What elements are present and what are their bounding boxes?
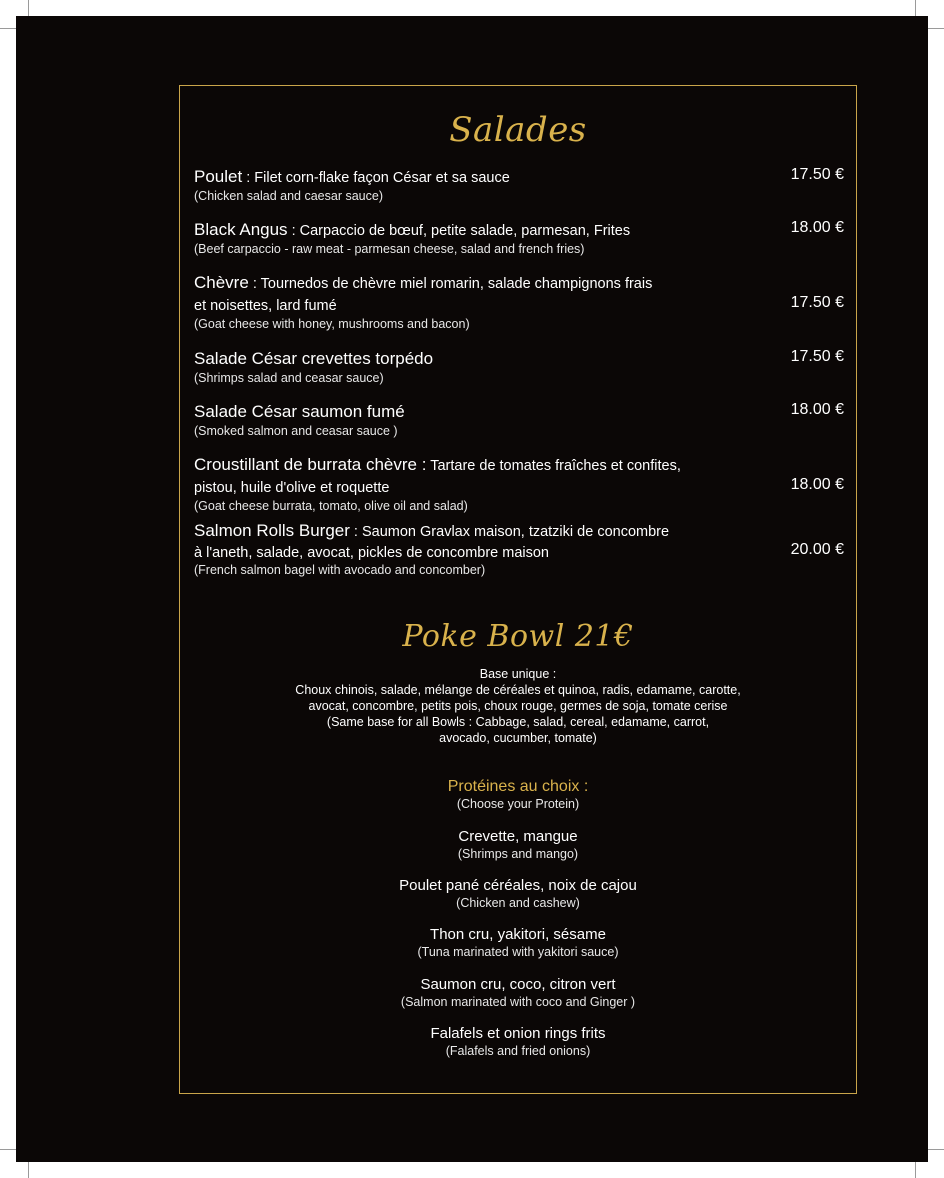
item-price: 18.00 € — [790, 219, 844, 236]
item-name: Salade César saumon fumé — [194, 402, 405, 421]
item-price: 17.50 € — [790, 166, 844, 183]
item-name: Chèvre — [194, 273, 249, 292]
item-name: Salade César crevettes torpédo — [194, 349, 434, 368]
item-price: 17.50 € — [790, 294, 844, 311]
item-translation: (Chicken salad and caesar sauce) — [194, 189, 383, 203]
menu-item — [194, 272, 844, 332]
protein-name: Falafels et onion rings frits — [430, 1025, 606, 1042]
item-description: : Carpaccio de bœuf, petite salade, parmesan, Frites — [287, 223, 631, 239]
poke-bowl-title: Poke Bowl 21€ — [402, 619, 634, 654]
menu-item — [194, 520, 844, 578]
protein-option — [180, 828, 856, 862]
protein-option — [180, 976, 856, 1010]
item-description: : Saumon Gravlax maison, tzatziki de concombre — [349, 524, 670, 540]
menu-frame — [179, 85, 857, 1094]
menu-item — [194, 348, 844, 386]
crop-mark — [928, 28, 944, 29]
base-line: avocat, concombre, petits pois, choux rouge, germes de soja, tomate cerise — [308, 699, 728, 713]
menu-item — [194, 166, 844, 204]
base-line: Choux chinois, salade, mélange de céréales et quinoa, radis, edamame, carotte, — [295, 683, 741, 697]
item-name: Croustillant de burrata chèvre : — [194, 455, 427, 474]
menu-item — [194, 219, 844, 257]
item-translation: (Shrimps salad and ceasar sauce) — [194, 371, 384, 385]
item-price: 18.00 € — [790, 401, 844, 418]
protein-translation: (Chicken and cashew) — [456, 896, 580, 910]
proteins-subtitle: (Choose your Protein) — [456, 797, 580, 811]
base-line: Base unique : — [479, 667, 557, 681]
protein-translation: (Falafels and fried onions) — [445, 1044, 591, 1058]
crop-mark — [0, 1149, 16, 1150]
protein-translation: (Shrimps and mango) — [457, 847, 579, 861]
crop-mark — [0, 28, 16, 29]
item-description: : Filet corn-flake façon César et sa sauce — [242, 170, 510, 186]
crop-mark — [28, 0, 29, 16]
item-name: Black Angus — [194, 220, 288, 239]
protein-option — [180, 926, 856, 960]
item-name: Salmon Rolls Burger — [194, 521, 350, 540]
crop-mark — [915, 1162, 916, 1178]
protein-name: Saumon cru, coco, citron vert — [420, 976, 616, 993]
protein-option — [180, 877, 856, 911]
item-translation: (Goat cheese with honey, mushrooms and bacon) — [194, 317, 470, 331]
item-price: 20.00 € — [790, 541, 844, 558]
poke-base-description — [180, 666, 856, 746]
item-description-cont: à l'aneth, salade, avocat, pickles de concombre maison — [194, 545, 549, 561]
item-description: Tartare de tomates fraîches et confites, — [426, 458, 681, 474]
item-name: Poulet — [194, 167, 243, 186]
protein-translation: (Tuna marinated with yakitori sauce) — [417, 945, 619, 959]
item-translation: (Beef carpaccio - raw meat - parmesan cheese, salad and french fries) — [194, 242, 585, 256]
crop-mark — [28, 1162, 29, 1178]
protein-name: Thon cru, yakitori, sésame — [430, 926, 606, 943]
protein-name: Crevette, mangue — [458, 828, 578, 845]
crop-mark — [915, 0, 916, 16]
proteins-title: Protéines au choix : — [447, 778, 589, 795]
protein-translation: (Salmon marinated with coco and Ginger ) — [400, 995, 636, 1009]
salads-title: Salades — [449, 110, 587, 150]
base-line: (Same base for all Bowls : Cabbage, salad, cereal, edamame, carrot, — [326, 715, 710, 729]
protein-name: Poulet pané céréales, noix de cajou — [399, 877, 637, 894]
item-description-cont: et noisettes, lard fumé — [194, 298, 337, 314]
menu-item — [194, 454, 844, 514]
crop-mark — [928, 1149, 944, 1150]
item-translation: (French salmon bagel with avocado and concomber) — [194, 563, 486, 577]
item-translation: (Smoked salmon and ceasar sauce ) — [194, 424, 398, 438]
menu-item — [194, 401, 844, 439]
item-description: : Tournedos de chèvre miel romarin, salade champignons frais — [248, 276, 653, 292]
protein-option — [180, 1025, 856, 1059]
item-translation: (Goat cheese burrata, tomato, olive oil and salad) — [194, 499, 468, 513]
item-description-cont: pistou, huile d'olive et roquette — [194, 480, 390, 496]
item-price: 18.00 € — [790, 476, 844, 493]
base-line: avocado, cucumber, tomate) — [439, 731, 597, 745]
item-price: 17.50 € — [790, 348, 844, 365]
